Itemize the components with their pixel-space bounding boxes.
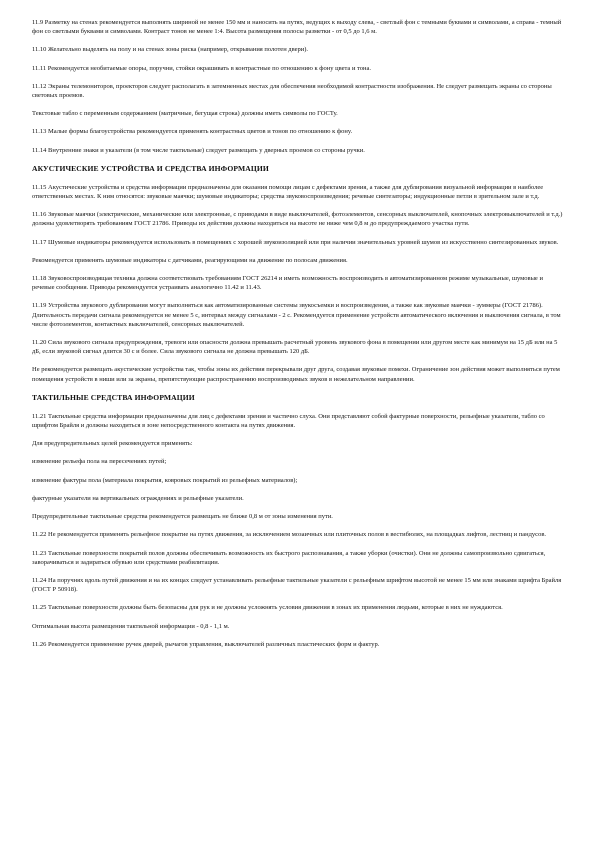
paragraph: 11.22 Не рекомендуется применять рельефное покрытие на путях движения, за исключением мозаичных или плиточных полов в вестибюлях, на площадках лифтов, лестниц и пандусов.: [32, 531, 547, 539]
paragraph: изменение рельефа пола на пересечениях путей;: [32, 458, 167, 466]
paragraph: 11.18 Звуковоспроизводящая техника должна соответствовать требованиям ГОСТ 26214 и иметь возможность воспроизводить в автоматизированном режиме музыкальные, шумовые и речевые сообщения. Приводы рекомендуется устраивать аналогично 11.42 и 11.43.: [32, 275, 543, 292]
paragraph: 11.9 Разметку на стенах рекомендуется выполнять шириной не менее 150 мм и наносить на путях, ведущих к выходу слева, - светлый фон с темными буквами и символами, а справа - темный фон со светлыми буквами и символами. Контраст тонов не менее 1:4. Высота размещения полосы разметки - от 0,5 до 1,6 м.: [32, 19, 562, 36]
paragraph: 11.12 Экраны телемониторов, проекторов следует располагать в затемненных местах для обеспечения необходимой контрастности изображения. Не следует размещать экраны со стороны световых проемов.: [32, 82, 552, 100]
paragraph: Текстовые табло с переменным содержанием (матричные, бегущая строка) должны иметь символы по ГОСТу.: [32, 110, 338, 118]
paragraph: 11.17 Шумовые индикаторы рекомендуется использовать в помещениях с хорошей звукоизоляцией или при наличии значительных уровней шумов из искусственно синтезированных звуков.: [32, 238, 559, 246]
paragraph: 11.24 На поручнях вдоль путей движения и на их концах следует устанавливать рельефные тактильные указатели с рельефным шрифтом высотой не менее 15 мм или знаками шрифта Брайля (ГОСТ Р 50918).: [32, 576, 562, 594]
section-heading: ТАКТИЛЬНЫЕ СРЕДСТВА ИНФОРМАЦИИ: [32, 392, 195, 402]
paragraph: 11.23 Тактильные поверхности покрытий полов должны обеспечивать возможность их быстрого распознавания, а также уборки (очистки). Они не должны самопроизвольно сдвигаться, заворачиваться и задираться обувью или средствами реабилитации.: [32, 549, 546, 566]
paragraph: Не рекомендуется размещать акустические устройства так, чтобы зоны их действия перекрывали друг друга, создавая звуковые помехи. Ограничение зон действия может выполняться путем помещения устройств в ниши или за экраны, препятствующие распространению воспроизводимых звуков в нежелательном направлении.: [32, 366, 560, 383]
paragraph: 11.11 Рекомендуется необитаемые опоры, поручни, стойки окрашивать в контрастные по отношению к фону цвета и тона.: [32, 64, 372, 72]
paragraph: Рекомендуется применять шумовые индикаторы с датчиками, реагирующими на движение по полосам движения.: [32, 256, 348, 264]
paragraph: Оптимальная высота размещения тактильной информации - 0,8 - 1,1 м.: [32, 622, 230, 630]
paragraph: фактурные указатели на вертикальных ограждениях и рельефные указатели.: [32, 494, 244, 502]
paragraph: 11.25 Тактильные поверхности должны быть безопасны для рук и не должны усложнять условия движения в зонах их применения людьми, которые в них не нуждаются.: [32, 604, 503, 612]
paragraph: 11.10 Желательно выделять на полу и на стенах зоны риска (например, открывания полотен двери).: [32, 46, 309, 54]
paragraph: Для предупредительных целей рекомендуется применять:: [32, 440, 193, 448]
paragraph: 11.20 Сила звукового сигнала предупреждения, тревоги или опасности должна превышать расчетный уровень звукового фона в помещении или другом месте как минимум на 15 дБ или на 5 дБ, если звуковой сигнал длится 30 с и более. Сила звукового сигнала не должна превышать 120 дБ.: [32, 339, 558, 356]
paragraph: 11.16 Звуковые маячки (электрические, механические или электронные, с приводами в виде выключателей, фотоэлементов, сенсорных выключателей, кнопочных электровыключателей и т.д.) должны удовлетворять требованиям ГОСТ 21786. Приводы их действия должны находиться на высоте не ниже чем 0,8 м до предупреждаемого участка пути.: [32, 211, 563, 228]
paragraph: 11.14 Внутренние знаки и указатели (в том числе тактильные) следует размещать у дверных проемов со стороны ручки.: [32, 146, 365, 154]
paragraph: 11.19 Устройства звукового дублирования могут выполняться как автоматизированные системы звукосъемки и воспроизведения, а также как звуковые маячки - зуммеры (ГОСТ 21786). Длительность передачи сигнала рекомендуется не менее 5 с, интервал между сигналами - 2 с. Рекомендуется применение устройств автоматического включения и выключения сигнала, в том числе фотоэлементов, контактных выключателей, сенсорных выключателей.: [32, 302, 561, 328]
paragraph: изменение фактуры пола (материала покрытия, ковровых покрытий из рельефных материалов);: [32, 476, 298, 484]
paragraph: 11.15 Акустические устройства и средства информации предназначены для оказания помощи лицам с дефектами зрения, а также для дублирования визуальной информации в наиболее ответственных местах. К ним относятся: звуковые маячки; шумовые индикаторы; средства звуковоспроизведения; речевые синтезаторы; индукционные петли в зрительном зале и т.д.: [32, 183, 544, 201]
paragraph: 11.26 Рекомендуется применение ручек дверей, рычагов управления, выключателей различных пластических форм и фактур.: [32, 640, 380, 648]
section-heading: АКУСТИЧЕСКИЕ УСТРОЙСТВА И СРЕДСТВА ИНФОРМАЦИИ: [32, 163, 269, 173]
paragraph: 11.21 Тактильные средства информации предназначены для лиц с дефектами зрения и частично слуха. Они представляют собой фактурные поверхности, рельефные указатели, табло со шрифтом Брайля и должны находиться в зоне непосредственного контакта на путях движения.: [32, 412, 545, 430]
paragraph: Предупредительные тактильные средства рекомендуется размещать не ближе 0,8 м от зоны изменения пути.: [32, 513, 333, 521]
paragraph: 11.13 Малые формы благоустройства рекомендуется применять контрастных цветов и тонов по отношению к фону.: [32, 128, 353, 136]
